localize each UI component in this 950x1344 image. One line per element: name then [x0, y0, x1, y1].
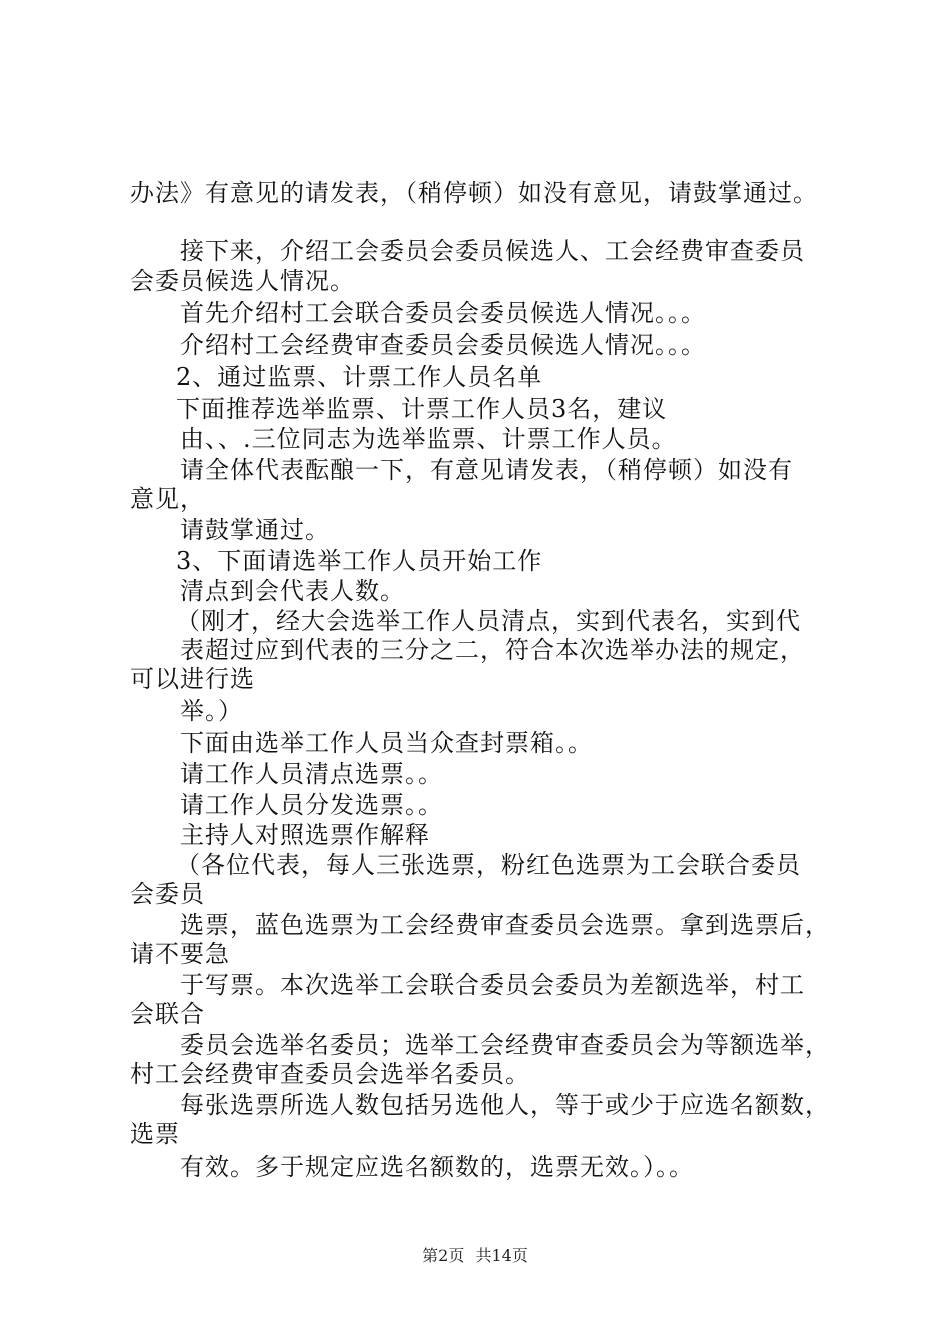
- text-line: 每张选票所选人数包括另选他人，等于或少于应选名额数，: [180, 1091, 830, 1119]
- text-line: 选票: [130, 1120, 180, 1148]
- text-line: 由、、.三位同志为选举监票、计票工作人员。: [180, 425, 677, 453]
- text-line: 办法》有意见的请发表，（稍停顿）如没有意见，请鼓掌通过。: [130, 179, 818, 207]
- page-number: 第2页: [422, 1246, 465, 1265]
- text-line: 请不要急: [130, 940, 230, 968]
- text-line: 首先介绍村工会联合委员会委员候选人情况。。。: [180, 299, 706, 327]
- text-line: 接下来，介绍工会委员会委员候选人、工会经费审查委员: [180, 237, 805, 265]
- page-total: 共14页: [475, 1246, 528, 1265]
- text-line: 主持人对照选票作解释: [180, 821, 430, 849]
- text-line: 村工会经费审查委员会选举名委员。: [130, 1060, 530, 1088]
- text-line: 会委员: [130, 880, 205, 908]
- text-line: 请工作人员清点选票。。: [180, 760, 443, 788]
- text-line: （各位代表，每人三张选票，粉红色选票为工会联合委员: [176, 851, 801, 879]
- text-line: （刚才，经大会选举工作人员清点，实到代表名，实到代: [176, 607, 801, 635]
- text-line: 意见，: [130, 485, 205, 513]
- text-line: 于写票。本次选举工会联合委员会委员为差额选举，村工: [180, 971, 805, 999]
- text-line: 会联合: [130, 1000, 205, 1028]
- text-line: 可以进行选: [130, 665, 255, 693]
- text-line: 有效。多于规定应选名额数的，选票无效。）。。: [180, 1153, 694, 1181]
- text-line: 选票，蓝色选票为工会经费审查委员会选票。拿到选票后，: [180, 911, 830, 939]
- text-line: 请工作人员分发选票。。: [180, 791, 443, 819]
- text-line: 表超过应到代表的三分之二，符合本次选举办法的规定，: [180, 636, 805, 664]
- text-line: 介绍村工会经费审查委员会委员候选人情况。。。: [180, 331, 706, 359]
- text-line: 请鼓掌通过。: [180, 516, 330, 544]
- text-line: 清点到会代表人数。: [180, 577, 405, 605]
- page-footer: [0, 1243, 950, 1266]
- text-line: 2、通过监票、计票工作人员名单: [176, 363, 543, 391]
- text-line: 会委员候选人情况。: [130, 267, 355, 295]
- text-line: 下面由选举工作人员当众查封票箱。。: [180, 729, 593, 757]
- text-line: 3、下面请选举工作人员开始工作: [176, 547, 543, 575]
- text-line: 请全体代表酝酿一下，有意见请发表，（稍停顿）如没有: [180, 456, 793, 484]
- text-line: 举。）: [180, 697, 243, 725]
- text-line: 下面推荐选举监票、计票工作人员3名，建议: [176, 395, 668, 423]
- text-line: 委员会选举名委员；选举工会经费审查委员会为等额选举，: [180, 1031, 830, 1059]
